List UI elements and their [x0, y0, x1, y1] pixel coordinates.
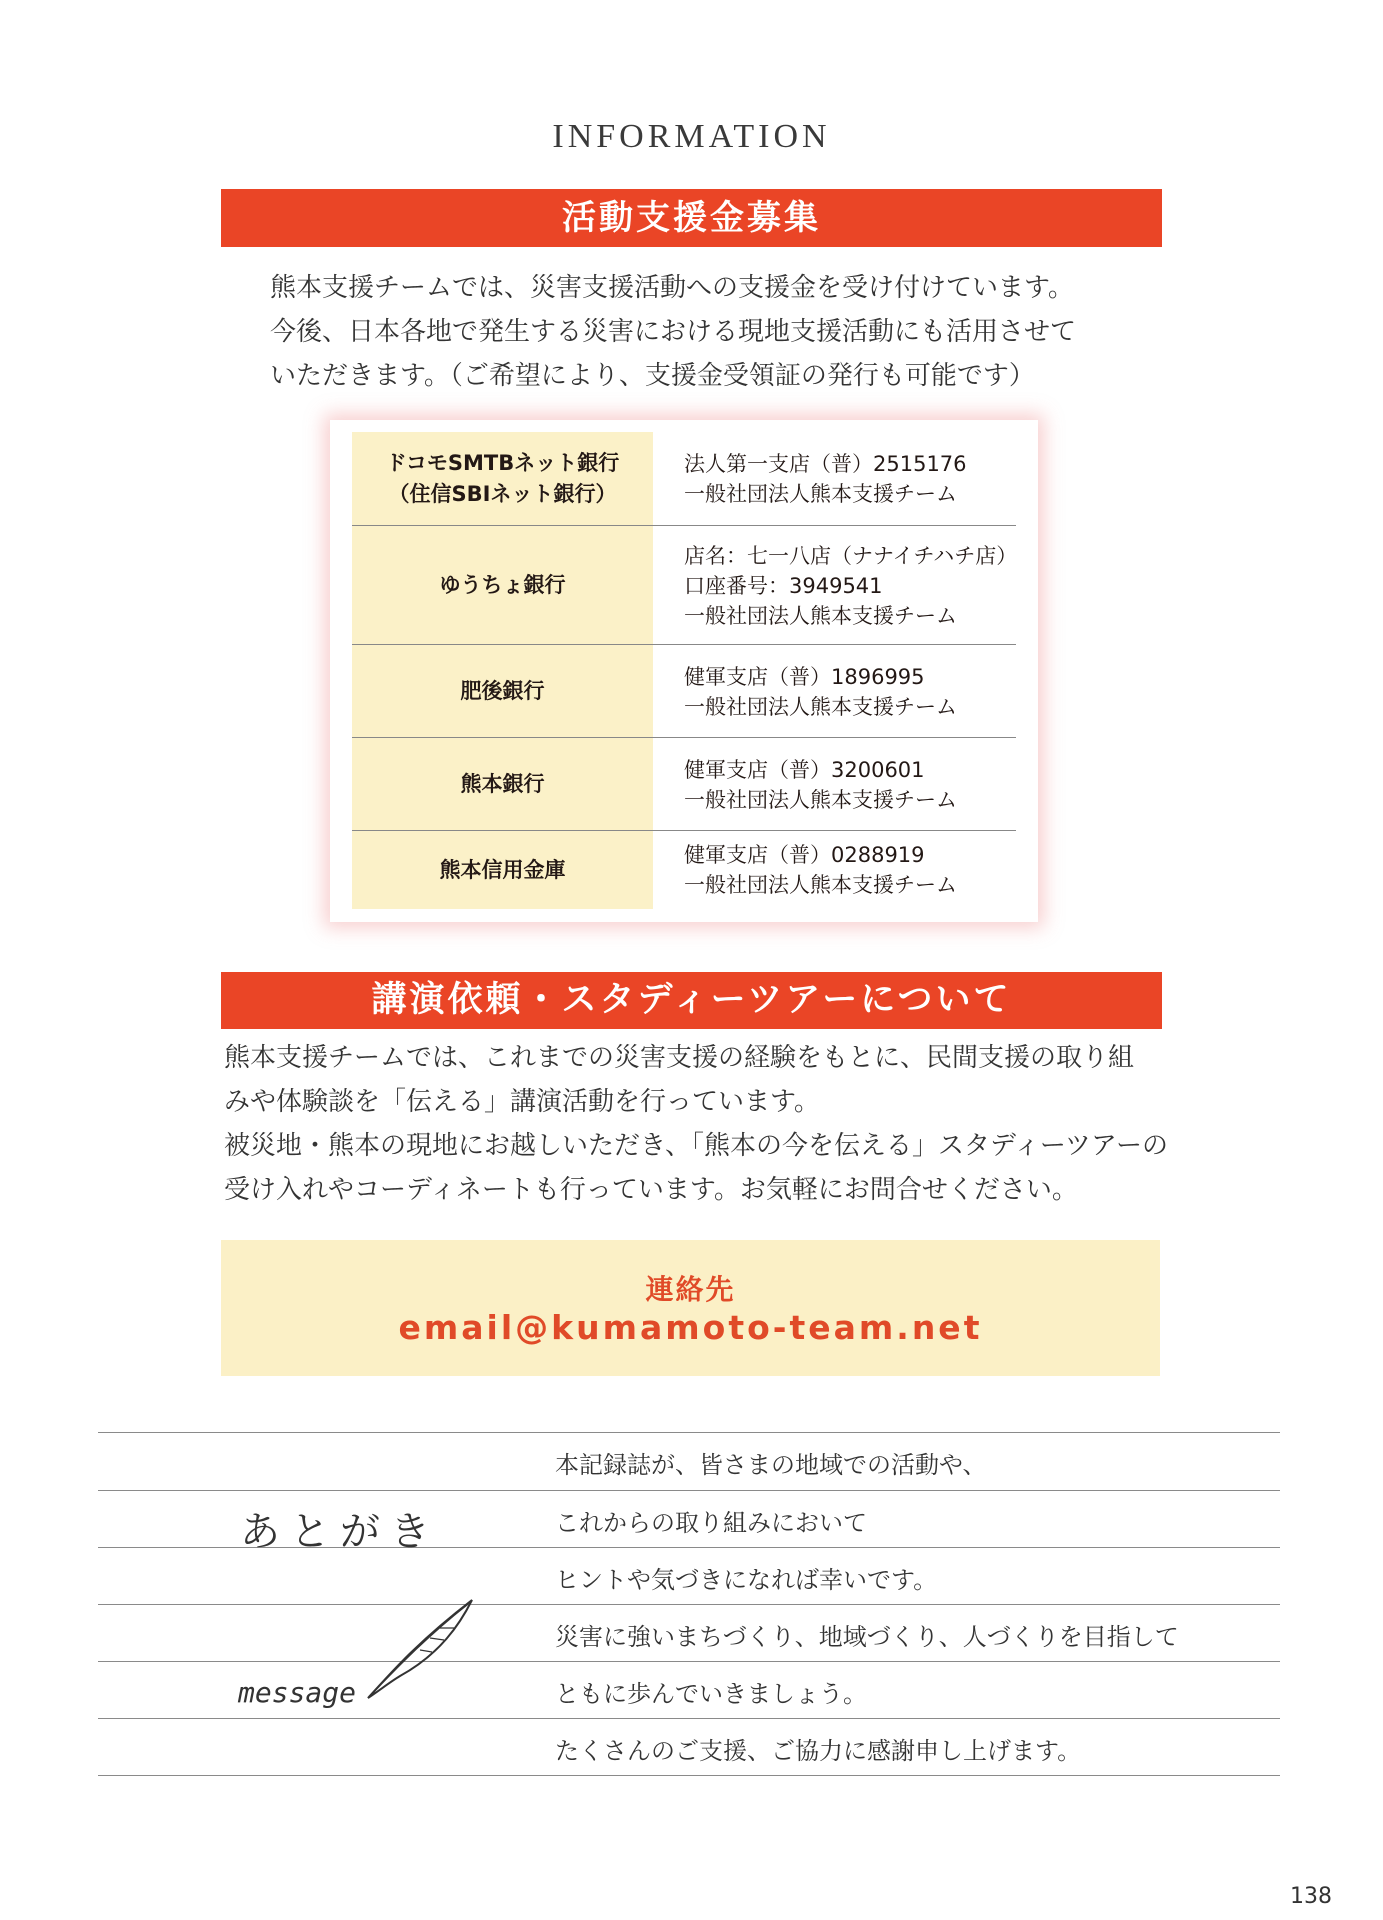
bank-name: [352, 831, 653, 909]
afterword-subtitle: message: [238, 1676, 357, 1709]
paragraph-line: 熊本支援チームでは、災害支援活動への支援金を受け付けています。: [270, 273, 1074, 303]
paragraph-line: 今後、日本各地で発生する災害における現地支援活動にも活用させて: [270, 317, 1077, 347]
ruled-line: [98, 1432, 1280, 1433]
account-line: 口座番号：3949541: [684, 573, 883, 598]
lectures-description: [224, 1036, 1169, 1216]
table-row: [352, 738, 1016, 831]
bank-name-line: 肥後銀行: [460, 679, 545, 703]
afterword-line: たくさんのご支援、ご協力に感謝申し上げます。: [555, 1737, 1082, 1765]
page-title: INFORMATION: [552, 118, 831, 155]
account-line: 健軍支店（普）3200601: [684, 757, 925, 782]
account-line: 健軍支店（普）1896995: [684, 664, 925, 689]
bank-name-line: （住信SBIネット銀行）: [388, 482, 617, 506]
bank-name-line: 熊本信用金庫: [439, 857, 566, 882]
ruled-line: [98, 1604, 1280, 1605]
afterword-line: 災害に強いまちづくり、地域づくり、人づくりを目指して: [555, 1623, 1179, 1651]
contact-label: 連絡先: [645, 1273, 736, 1306]
bank-name-line: 熊本銀行: [460, 772, 545, 796]
account-info: [684, 645, 1024, 738]
paragraph-line: いただきます。（ご希望により、支援金受領証の発行も可能です）: [270, 361, 1035, 391]
afterword-line: 本記録誌が、皆さまの地域での活動や、: [555, 1451, 987, 1479]
account-info: [684, 526, 1024, 645]
contact-box: [221, 1240, 1160, 1376]
quill-pen-icon: [360, 1594, 480, 1704]
account-line: 店名：七一八店（ナナイチハチ店）: [684, 543, 1018, 568]
donation-description: [270, 266, 1150, 406]
account-line: 一般社団法人熊本支援チーム: [684, 873, 957, 897]
ruled-line: [98, 1718, 1280, 1719]
table-row: [352, 645, 1016, 738]
bank-name: [352, 738, 653, 831]
ruled-line: [98, 1490, 1280, 1491]
ruled-line: [98, 1775, 1280, 1776]
ruled-line: [98, 1661, 1280, 1662]
account-line: 健軍支店（普）0288919: [684, 843, 925, 867]
account-line: 一般社団法人熊本支援チーム: [684, 603, 957, 628]
account-line: 一般社団法人熊本支援チーム: [684, 482, 957, 506]
paragraph-line: 被災地・熊本の現地にお越しいただき、「熊本の今を伝える」スタディーツアーの: [224, 1131, 1169, 1161]
bank-name-line: ドコモSMTBネット銀行: [385, 451, 620, 475]
table-row: [352, 831, 1016, 909]
section-banner-lectures: 講演依頼・スタディーツアーについて: [221, 972, 1162, 1029]
bank-name: [352, 645, 653, 738]
bank-account-card: [330, 420, 1038, 922]
paragraph-line: みや体験談を「伝える」講演活動を行っています。: [224, 1087, 820, 1117]
section-banner-donation: 活動支援金募集: [221, 189, 1162, 247]
account-line: 法人第一支店（普）2515176: [684, 452, 967, 476]
afterword-line: ヒントや気づきになれば幸いです。: [555, 1566, 938, 1594]
afterword-title: あとがき: [240, 1509, 440, 1555]
account-info: [684, 831, 1024, 909]
account-info: [684, 738, 1024, 831]
bank-name: [352, 526, 653, 645]
contact-email-link[interactable]: email@kumamoto-team.net: [398, 1308, 983, 1347]
paragraph-line: 受け入れやコーディネートも行っています。お気軽にお問合せください。: [224, 1175, 1078, 1205]
paragraph-line: 熊本支援チームでは、これまでの災害支援の経験をもとに、民間支援の取り組: [224, 1043, 1135, 1073]
table-row: [352, 432, 1016, 526]
afterword-line: ともに歩んでいきましょう。: [555, 1680, 867, 1708]
table-row: [352, 526, 1016, 645]
bank-name: [352, 432, 653, 526]
account-info: [684, 432, 1024, 526]
afterword-line: これからの取り組みにおいて: [555, 1509, 867, 1537]
bank-name-line: ゆうちょ銀行: [439, 573, 566, 597]
page-number: 138: [1290, 1884, 1332, 1909]
account-line: 一般社団法人熊本支援チーム: [684, 694, 957, 719]
account-line: 一般社団法人熊本支援チーム: [684, 787, 957, 812]
